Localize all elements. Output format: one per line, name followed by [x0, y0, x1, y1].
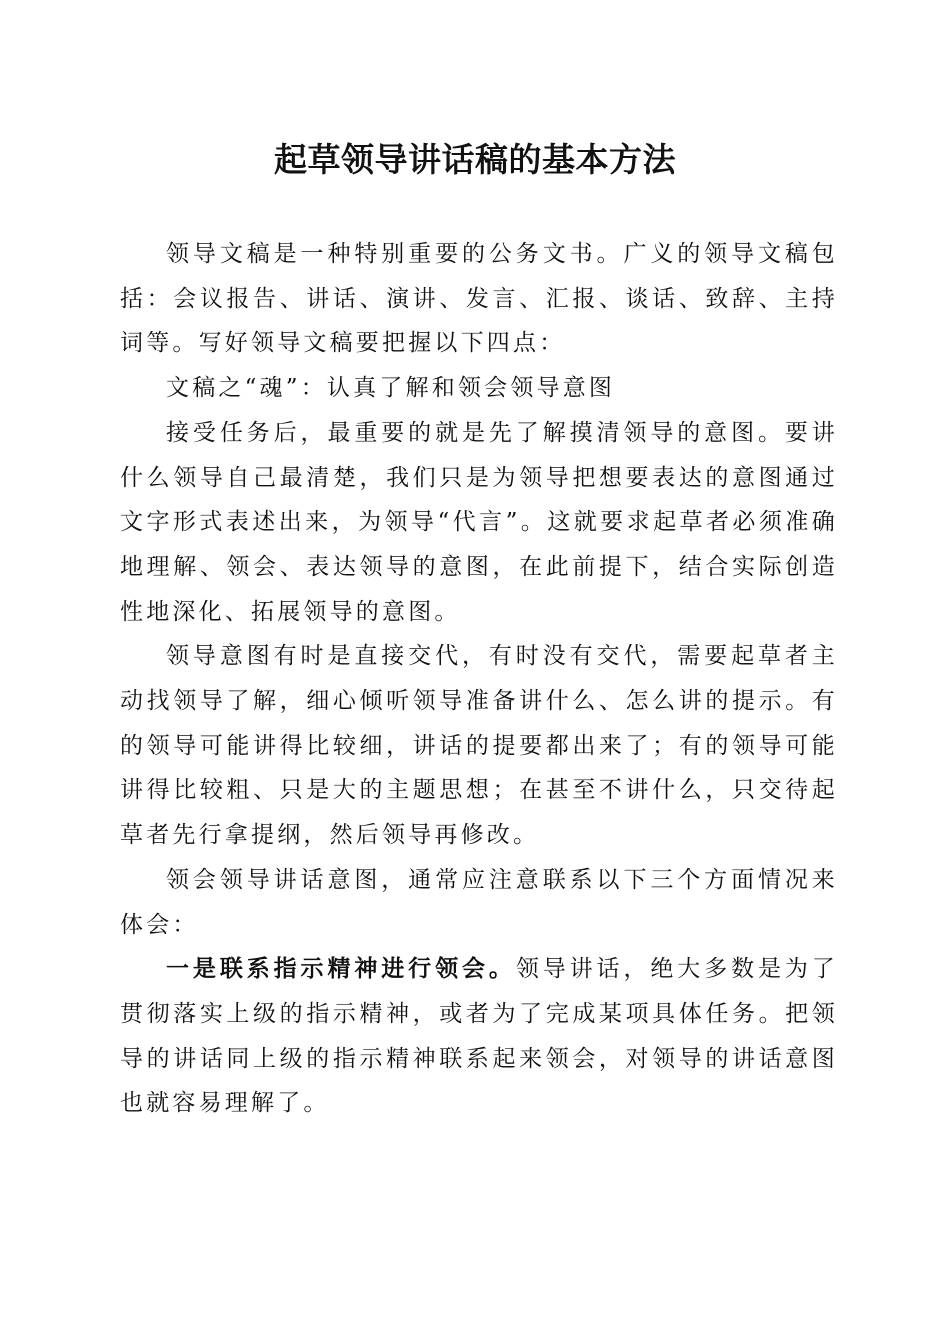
- paragraph-understand-intent: 接受任务后，最重要的就是先了解摸清领导的意图。要讲什么领导自己最清楚，我们只是为领导把想要表达的意图通过文字形式表述出来，为领导“代言”。这就要求起草者必须准确地理解、领会、表达领导的意图，在此前提下，结合实际创造性地深化、拓展领导的意图。: [120, 419, 838, 625]
- document-body: [120, 232, 838, 1126]
- paragraph-section-heading: 文稿之“魂”：认真了解和领会领导意图: [166, 375, 616, 402]
- document-title: 起草领导讲话稿的基本方法: [274, 140, 676, 179]
- paragraph-body-text: 领导讲话，绝大多数是为了贯彻落实上级的指示精神，或者为了完成某项具体任务。把领导的讲话同上级的指示精神联系起来领会，对领导的讲话意图也就容易理解了。: [120, 956, 838, 1117]
- paragraph-intent-communication: 领导意图有时是直接交代，有时没有交代，需要起草者主动找领导了解，细心倾听领导准备讲什么、怎么讲的提示。有的领导可能讲得比较细，讲话的提要都出来了；有的领导可能讲得比较粗、只是大的主题思想；在甚至不讲什么，只交待起草者先行拿提纲，然后领导再修改。: [120, 643, 838, 849]
- paragraph-lead-text: 一是联系指示精神进行领会。: [166, 955, 516, 983]
- paragraph-first-aspect: [120, 947, 838, 1126]
- paragraph-intro: 领导文稿是一种特别重要的公务文书。广义的领导文稿包括：会议报告、讲话、演讲、发言、汇报、谈话、致辞、主持词等。写好领导文稿要把握以下四点：: [120, 241, 838, 357]
- paragraph-three-aspects: 领会领导讲话意图，通常应注意联系以下三个方面情况来体会：: [120, 866, 838, 938]
